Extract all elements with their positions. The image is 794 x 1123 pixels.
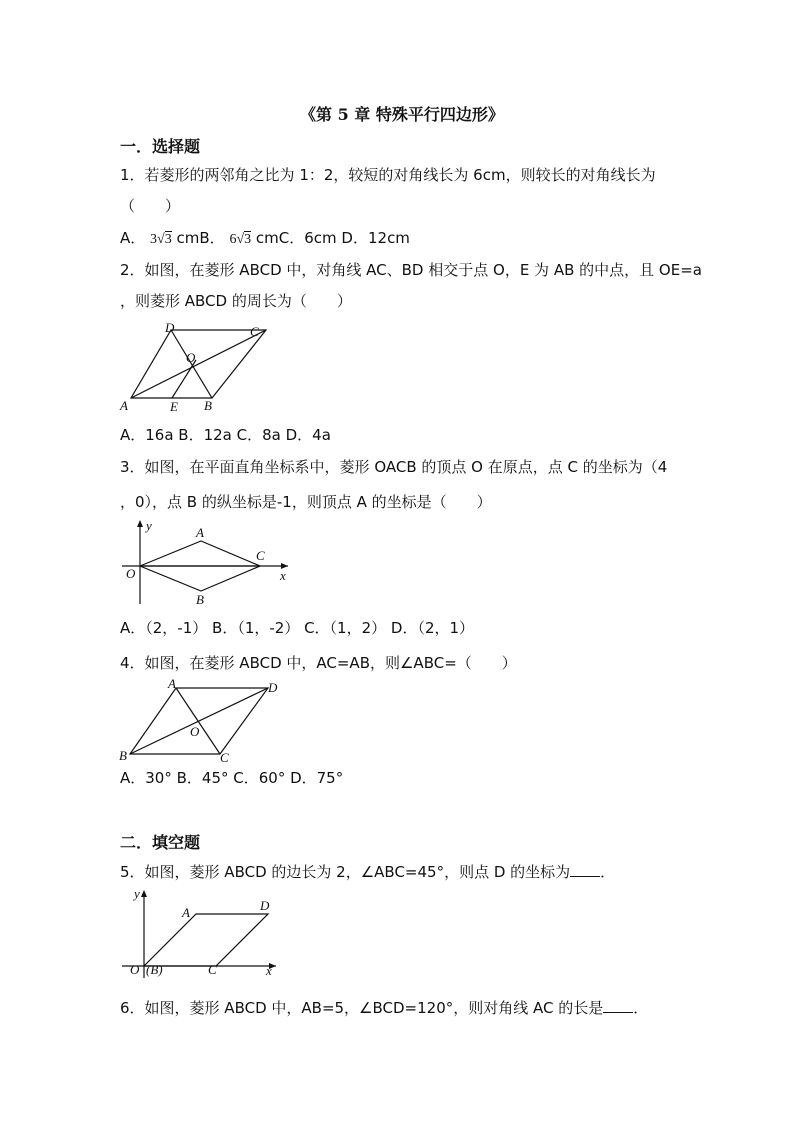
- sqrt-icon: √: [236, 232, 245, 247]
- q3-line2: ，0），点 B 的纵坐标是-1，则顶点 A 的坐标是（ ）: [120, 493, 492, 511]
- q5-answer-blank[interactable]: [570, 862, 600, 877]
- q6-stem: 6．如图，菱形 ABCD 中，AB=5，∠BCD=120°，则对角线 AC 的长是: [120, 999, 604, 1017]
- q2-label-e: E: [170, 399, 178, 414]
- q1-option-a-prefix: A．: [120, 229, 146, 247]
- q1-a-rad: 3: [164, 232, 172, 247]
- q2-line1: 2．如图，在菱形 ABCD 中，对角线 AC、BD 相交于点 O，E 为 AB 的中点，且 OE=a: [120, 261, 702, 279]
- q5-label-d: D: [260, 898, 270, 913]
- q5-label-y: y: [134, 886, 140, 901]
- q3-options: A．（2，-1） B．（1，-2） C．（1，2） D．（2，1）: [120, 619, 475, 637]
- y-axis-arrow-icon: [141, 890, 147, 897]
- q5-figure: [116, 886, 286, 980]
- q1-option-a-unit: cm: [171, 229, 200, 247]
- q2-label-o: O: [186, 350, 196, 365]
- q4-label-a: A: [168, 676, 176, 691]
- q1-b-coef: 6: [229, 232, 237, 247]
- q2-label-d: D: [165, 320, 175, 335]
- q4-label-d: D: [268, 680, 278, 695]
- y-axis-arrow-icon: [137, 520, 143, 527]
- q5-end: ．: [600, 863, 616, 881]
- q2-figure: [116, 318, 276, 418]
- q3-label-o: O: [126, 566, 136, 581]
- section-choice-heading: 一．选择题: [120, 137, 201, 156]
- q3-line1: 3．如图，在平面直角坐标系中，菱形 OACB 的顶点 O 在原点，点 C 的坐标为（4: [120, 458, 668, 476]
- q1-option-rest: C．6cm D．12cm: [278, 229, 410, 247]
- q3-label-b: B: [196, 592, 204, 607]
- q3-label-x: x: [280, 568, 286, 583]
- q1-option-b-prefix: B．: [199, 229, 225, 247]
- q5-line1: [120, 862, 615, 882]
- q4-label-o: O: [190, 724, 200, 739]
- q3-label-a: A: [196, 525, 204, 540]
- q5-label-x: x: [266, 963, 272, 978]
- q3-label-c: C: [256, 548, 265, 563]
- q4-options: A．30° B．45° C．60° D．75°: [120, 769, 344, 787]
- q2-label-a: A: [120, 398, 128, 413]
- q3-figure: [116, 518, 296, 608]
- q4-figure: [116, 676, 286, 768]
- q2-segment-oe: [172, 360, 196, 398]
- q4-label-b: B: [119, 748, 127, 763]
- q1-options: [120, 228, 410, 250]
- page-title: 《第 5 章 特殊平行四边形》: [300, 105, 504, 124]
- q1-stem: 1．若菱形的两邻角之比为 1：2，较短的对角线长为 6cm，则较长的对角线长为: [120, 166, 656, 184]
- q2-label-c: C: [250, 324, 259, 339]
- q1-option-a-radical: [150, 230, 172, 250]
- q6-answer-blank[interactable]: [603, 998, 633, 1013]
- q3-label-y: y: [146, 518, 152, 533]
- q5-label-a: A: [182, 905, 190, 920]
- q6-end: ．: [633, 999, 649, 1017]
- q5-rhombus: [144, 914, 268, 966]
- q5-label-ob: (B): [146, 962, 163, 977]
- q4-label-c: C: [220, 750, 229, 765]
- q5-stem: 5．如图，菱形 ABCD 的边长为 2，∠ABC=45°，则点 D 的坐标为: [120, 863, 571, 881]
- q4-diagonal-ac: [176, 688, 220, 754]
- q4-line1: 4．如图，在菱形 ABCD 中，AC=AB，则∠ABC=（ ）: [120, 654, 517, 672]
- q2-line2: ，则菱形 ABCD 的周长为（ ）: [120, 292, 352, 310]
- q2-options: A．16a B．12a C．8a D．4a: [120, 426, 331, 444]
- sqrt-icon: √: [157, 232, 165, 247]
- q1-option-b-unit: cm: [251, 229, 279, 247]
- q1-paren: （ ）: [120, 197, 181, 215]
- q5-label-c: C: [208, 962, 217, 977]
- q1-a-coef: 3: [150, 232, 158, 247]
- q4-diagonal-bd: [130, 688, 268, 754]
- q1-b-rad: 3: [244, 232, 252, 247]
- q1-option-b-radical: [229, 230, 251, 250]
- q6-line1: [120, 998, 648, 1018]
- q2-label-b: B: [204, 398, 212, 413]
- q5-label-o: O: [130, 962, 140, 977]
- section-fill-heading: 二．填空题: [120, 833, 201, 852]
